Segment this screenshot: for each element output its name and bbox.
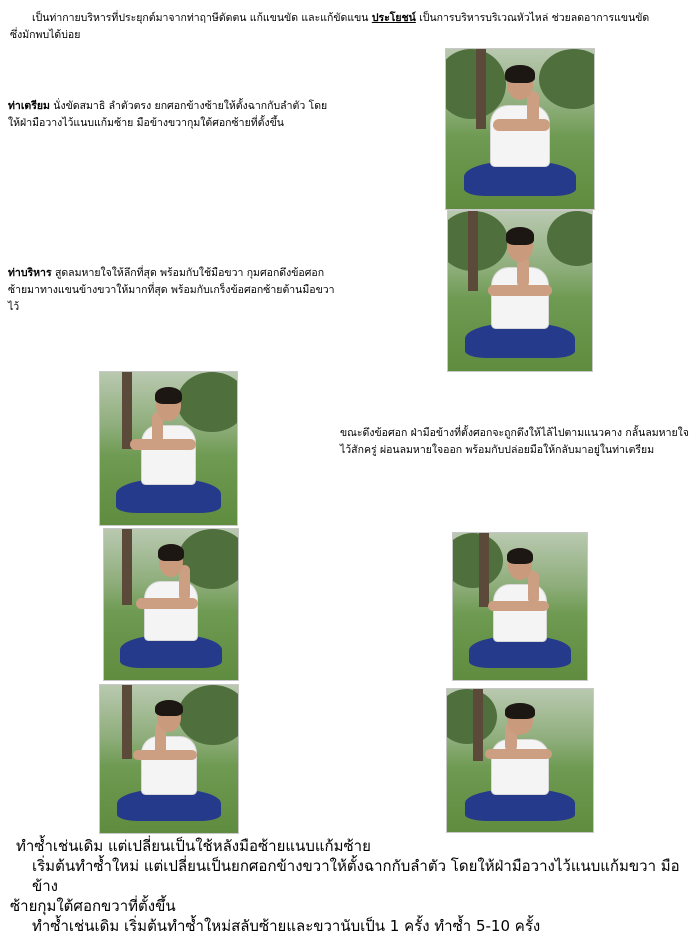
exercise-paragraph bbox=[8, 265, 338, 316]
exercise-text: สูดลมหายใจให้ลึกที่สุด พร้อมกับใช้มือขวา กุมศอกดึงข้อศอกซ้ายมาทางแขนข้างขวาให้มากที่สุด พร้อมกับเกร็งข้อศอกซ้ายต้านมือขวาไว้ bbox=[8, 267, 335, 313]
prep-label: ท่าเตรียม bbox=[8, 100, 50, 112]
prep-paragraph bbox=[8, 98, 338, 132]
repeat-line-4: ทำซ้ำเช่นเดิม เริ่มต้นทำซ้ำใหม่สลับซ้ายและขวานับเป็น 1 ครั้ง ทำซ้ำ 5-10 ครั้ง bbox=[32, 917, 541, 935]
repeat-line-2: เริ่มต้นทำซ้ำใหม่ แต่เปลี่ยนเป็นยกศอกข้างขวาให้ตั้งฉากกับลำตัว โดยให้ฝ่ามือวางไว้แนบแก้มขวา มือข้าง bbox=[32, 857, 680, 895]
benefit-label: ประโยชน์ bbox=[371, 12, 416, 24]
intro-line-2: ซึ่งมักพบได้บ่อย bbox=[10, 29, 81, 41]
exercise-label: ท่าบริหาร bbox=[8, 267, 52, 279]
intro-text-rest: เป็นการบริหารบริเวณหัวไหล่ ช่วยลดอาการแขนขัด bbox=[419, 12, 650, 24]
exercise-photo-step-5 bbox=[446, 688, 594, 833]
exercise-photo-main bbox=[447, 210, 593, 372]
exercise-photo-step-3 bbox=[99, 684, 239, 834]
exercise-photo-step-4 bbox=[452, 532, 588, 681]
repeat-line-3: ซ้ายกุมใต้ศอกขวาที่ตั้งขึ้น bbox=[10, 897, 176, 915]
intro-text: เป็นท่ากายบริหารที่ประยุกต์มาจากท่าฤาษีดัดตน แก้แขนขัด และแก้ขัดแขน bbox=[32, 12, 369, 24]
exercise-photo-prep bbox=[445, 48, 595, 210]
repeat-instructions bbox=[10, 836, 698, 936]
intro-line-1 bbox=[10, 10, 692, 27]
repeat-line-1: ทำซ้ำเช่นเดิม แต่เปลี่ยนเป็นใช้หลังมือซ้ายแนบแก้มซ้าย bbox=[16, 837, 371, 855]
note-paragraph: ขณะดึงข้อศอก ฝ่ามือข้างที่ตั้งศอกจะถูกดึงให้ไล้ไปตามแนวคาง กลั้นลมหายใจไว้สักครู่ ผ่อนลมหายใจออก พร้อมกับปล่อยมือให้กลับมาอยู่ในท่าเตรียม bbox=[340, 427, 689, 456]
exercise-photo-step-2 bbox=[103, 528, 239, 681]
exercise-photo-step-1 bbox=[99, 371, 238, 526]
intro-paragraph bbox=[10, 10, 692, 44]
prep-text: นั่งขัดสมาธิ ลำตัวตรง ยกศอกข้างซ้ายให้ตั้งฉากกับลำตัว โดยให้ฝ่ามือวางไว้แนบแก้มซ้าย มือข้างขวากุมใต้ศอกซ้ายที่ตั้งขึ้น bbox=[8, 100, 328, 129]
